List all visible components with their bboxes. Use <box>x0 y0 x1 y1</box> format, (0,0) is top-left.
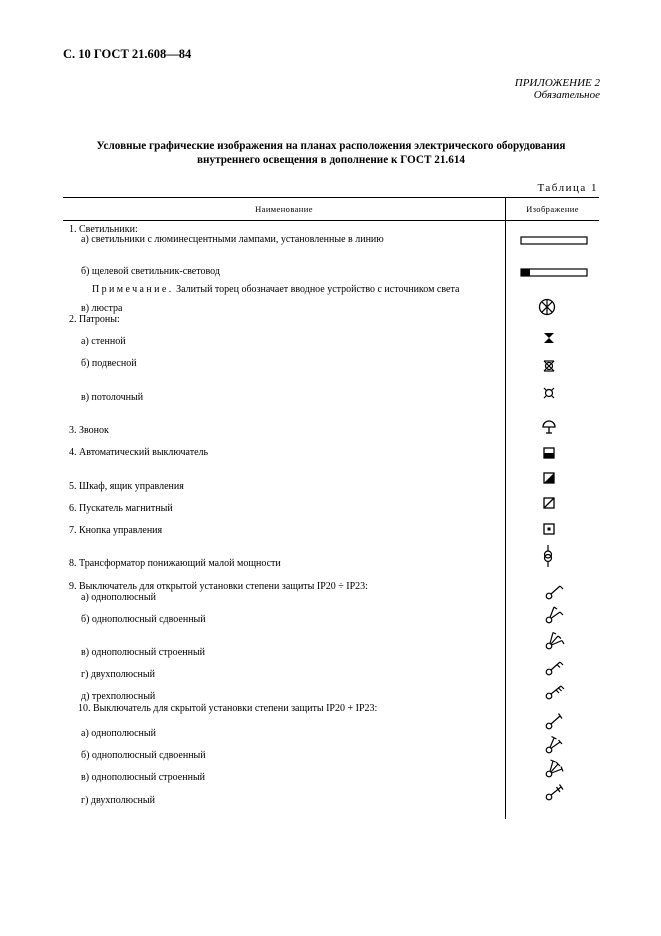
surface-switch-two-pole-icon <box>544 659 568 677</box>
list-item: б) подвесной <box>81 358 137 369</box>
slot-luminaire-lightguide-icon <box>520 266 590 280</box>
list-item: 10. Выключатель для скрытой установки степени защиты IP20 + IP23: <box>78 703 378 714</box>
control-cabinet-icon <box>543 472 557 486</box>
document-title-line-1: Условные графические изображения на планах расположения электрического оборудования <box>96 140 566 152</box>
document-title-line-2: внутреннего освещения в дополнение к ГОСТ 21.614 <box>196 154 466 166</box>
list-item: 1. Светильники: <box>69 224 138 235</box>
page-header: С. 10 ГОСТ 21.608—84 <box>63 47 192 61</box>
column-header-image: Изображение <box>526 204 579 214</box>
bell-icon <box>541 419 557 435</box>
surface-switch-double-icon <box>544 605 568 625</box>
table-note <box>92 284 459 295</box>
table-top-rule <box>63 197 599 198</box>
flush-switch-single-pole-icon <box>544 713 568 731</box>
table-label: Таблица 1 <box>537 182 598 194</box>
flush-switch-double-icon <box>544 735 568 755</box>
list-item: в) однополюсный строенный <box>81 772 206 783</box>
magnetic-starter-icon <box>543 497 557 511</box>
linear-luminaire-icon <box>520 234 590 248</box>
flush-switch-two-pole-icon <box>544 784 568 802</box>
pendant-socket-icon <box>542 359 556 373</box>
chandelier-icon <box>537 297 557 317</box>
list-item: а) однополюсный <box>81 592 156 603</box>
surface-switch-triple-icon <box>544 631 568 651</box>
surface-switch-three-pole-icon <box>544 683 568 701</box>
list-item: в) люстра <box>81 303 123 314</box>
appendix-title: ПРИЛОЖЕНИЕ 2 <box>514 77 600 89</box>
list-item: а) светильники с люминесцентными лампами, установленные в линию <box>81 234 384 245</box>
note-label: Примечание. <box>92 284 174 295</box>
list-item: 7. Кнопка управления <box>69 525 163 536</box>
list-item: в) однополюсный строенный <box>81 647 206 658</box>
list-item: 3. Звонок <box>69 425 109 436</box>
list-item: а) стенной <box>81 336 126 347</box>
surface-switch-single-pole-icon <box>544 583 568 601</box>
circuit-breaker-icon <box>543 447 557 461</box>
step-down-transformer-icon <box>541 544 555 568</box>
ceiling-socket-icon <box>542 386 556 400</box>
list-item: 4. Автоматический выключатель <box>69 447 209 458</box>
list-item: б) щелевой светильник-световод <box>81 266 220 277</box>
column-header-name: Наименование <box>255 204 313 214</box>
table-header-rule <box>63 220 599 221</box>
list-item: а) однополюсный <box>81 728 156 739</box>
list-item: 6. Пускатель магнитный <box>69 503 173 514</box>
list-item: 9. Выключатель для открытой установки степени защиты IP20 ÷ IP23: <box>69 581 368 592</box>
list-item: 5. Шкаф, ящик управления <box>69 481 184 492</box>
document-title <box>63 139 599 167</box>
table-column-divider <box>505 197 506 819</box>
list-item: г) двухполюсный <box>81 669 155 680</box>
appendix-block <box>515 77 600 101</box>
appendix-status: Обязательное <box>533 89 600 101</box>
wall-socket-icon <box>542 331 556 345</box>
list-item: 8. Трансформатор понижающий малой мощности <box>69 558 281 569</box>
flush-switch-triple-icon <box>544 759 568 779</box>
control-button-icon <box>543 523 557 537</box>
list-item: в) потолочный <box>81 392 144 403</box>
list-item: 2. Патроны: <box>69 314 120 325</box>
list-item: д) трехполюсный <box>81 691 156 702</box>
list-item: б) однополюсный сдвоенный <box>81 614 206 625</box>
list-item: г) двухполюсный <box>81 795 155 806</box>
note-text: Залитый торец обозначает вводное устройство с источником света <box>173 284 460 295</box>
list-item: б) однополюсный сдвоенный <box>81 750 206 761</box>
